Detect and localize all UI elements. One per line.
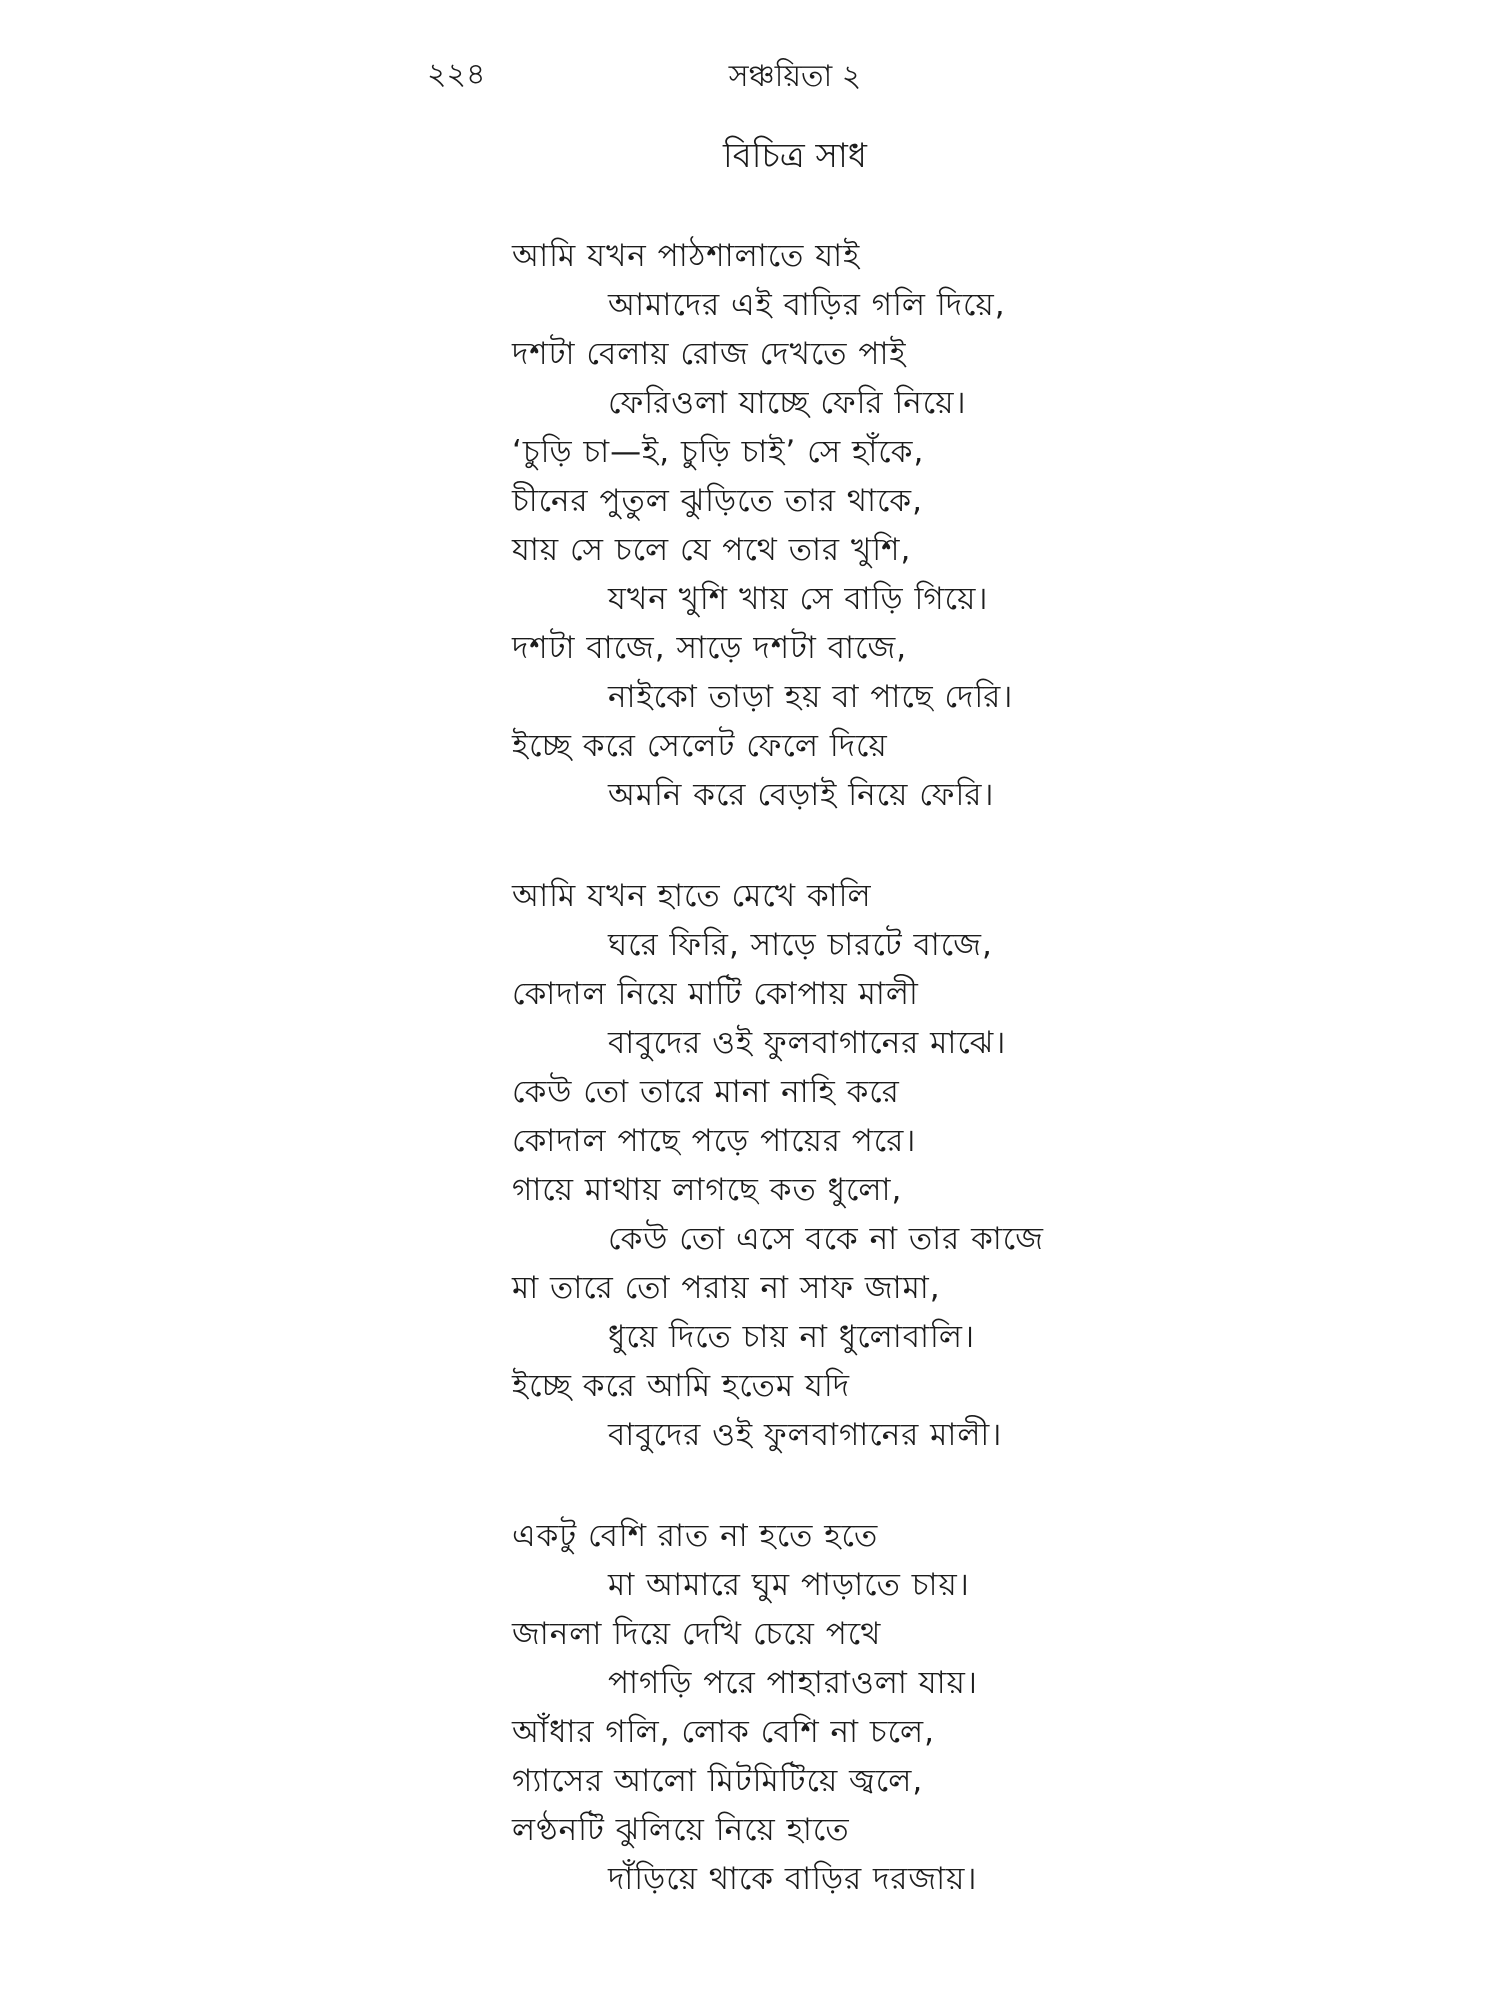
poem-line: গায়ে মাথায় লাগছে কত ধুলো, xyxy=(512,1172,903,1208)
poem-line: নাইকো তাড়া হয় বা পাছে দেরি। xyxy=(608,679,1014,715)
poem-line: আমি যখন পাঠশালাতে যাই xyxy=(512,238,861,274)
stanza-2 xyxy=(512,872,1412,1460)
poem-line: ঘরে ফিরি, সাড়ে চারটে বাজে, xyxy=(608,927,993,963)
poem-line: ইচ্ছে করে সেলেট ফেলে দিয়ে xyxy=(512,728,888,764)
poem-line: একটু বেশি রাত না হতে হতে xyxy=(512,1518,879,1554)
poem-line: ফেরিওলা যাচ্ছে ফেরি নিয়ে। xyxy=(608,385,967,421)
poem-line: মা তারে তো পরায় না সাফ জামা, xyxy=(512,1270,941,1306)
poem-line: চীনের পুতুল ঝুড়িতে তার থাকে, xyxy=(512,483,923,519)
poem-line: কেউ তো এসে বকে না তার কাজে xyxy=(608,1221,1044,1257)
poem-line: আঁধার গলি, লোক বেশি না চলে, xyxy=(512,1714,936,1750)
poem-line: আমাদের এই বাড়ির গলি দিয়ে, xyxy=(608,287,1006,323)
stanza-3 xyxy=(512,1512,1412,1904)
poem-line: ‘চুড়ি চা—ই, চুড়ি চাই’ সে হাঁকে, xyxy=(512,434,925,470)
poem-line: বাবুদের ওই ফুলবাগানের মালী। xyxy=(608,1417,1003,1453)
poem-line: বাবুদের ওই ফুলবাগানের মাঝে। xyxy=(608,1025,1007,1061)
poem-line: আমি যখন হাতে মেখে কালি xyxy=(512,878,872,914)
poem-line: জানলা দিয়ে দেখি চেয়ে পথে xyxy=(512,1616,882,1652)
stanza-1 xyxy=(512,232,1412,820)
poem-line: অমনি করে বেড়াই নিয়ে ফেরি। xyxy=(608,777,995,813)
poem-line: যখন খুশি খায় সে বাড়ি গিয়ে। xyxy=(608,581,989,617)
poem-line: দাঁড়িয়ে থাকে বাড়ির দরজায়। xyxy=(608,1861,978,1897)
poem-line: মা আমারে ঘুম পাড়াতে চায়। xyxy=(608,1567,970,1603)
poem-line: কোদাল পাছে পড়ে পায়ের পরে। xyxy=(512,1123,917,1159)
poem-line: দশটা বেলায় রোজ দেখতে পাই xyxy=(512,336,907,372)
poem-line: ধুয়ে দিতে চায় না ধুলোবালি। xyxy=(608,1319,976,1355)
poem-body xyxy=(512,232,1412,1956)
page-number: ২২৪ xyxy=(427,57,486,92)
poem-line: লণ্ঠনটি ঝুলিয়ে নিয়ে হাতে xyxy=(512,1812,850,1848)
book-title: সঞ্চয়িতা ২ xyxy=(728,59,862,94)
poem-line: দশটা বাজে, সাড়ে দশটা বাজে, xyxy=(512,630,908,666)
poem-line: গ্যাসের আলো মিটমিটিয়ে জ্বলে, xyxy=(512,1763,924,1799)
poem-line: ইচ্ছে করে আমি হতেম যদি xyxy=(512,1368,851,1404)
poem-line: পাগড়ি পরে পাহারাওলা যায়। xyxy=(608,1665,978,1701)
poem-line: যায় সে চলে যে পথে তার খুশি, xyxy=(512,532,912,568)
poem-line: কোদাল নিয়ে মাটি কোপায় মালী xyxy=(512,976,919,1012)
poem-title: বিচিত্র সাধ xyxy=(723,136,867,176)
poem-line: কেউ তো তারে মানা নাহি করে xyxy=(512,1074,900,1110)
